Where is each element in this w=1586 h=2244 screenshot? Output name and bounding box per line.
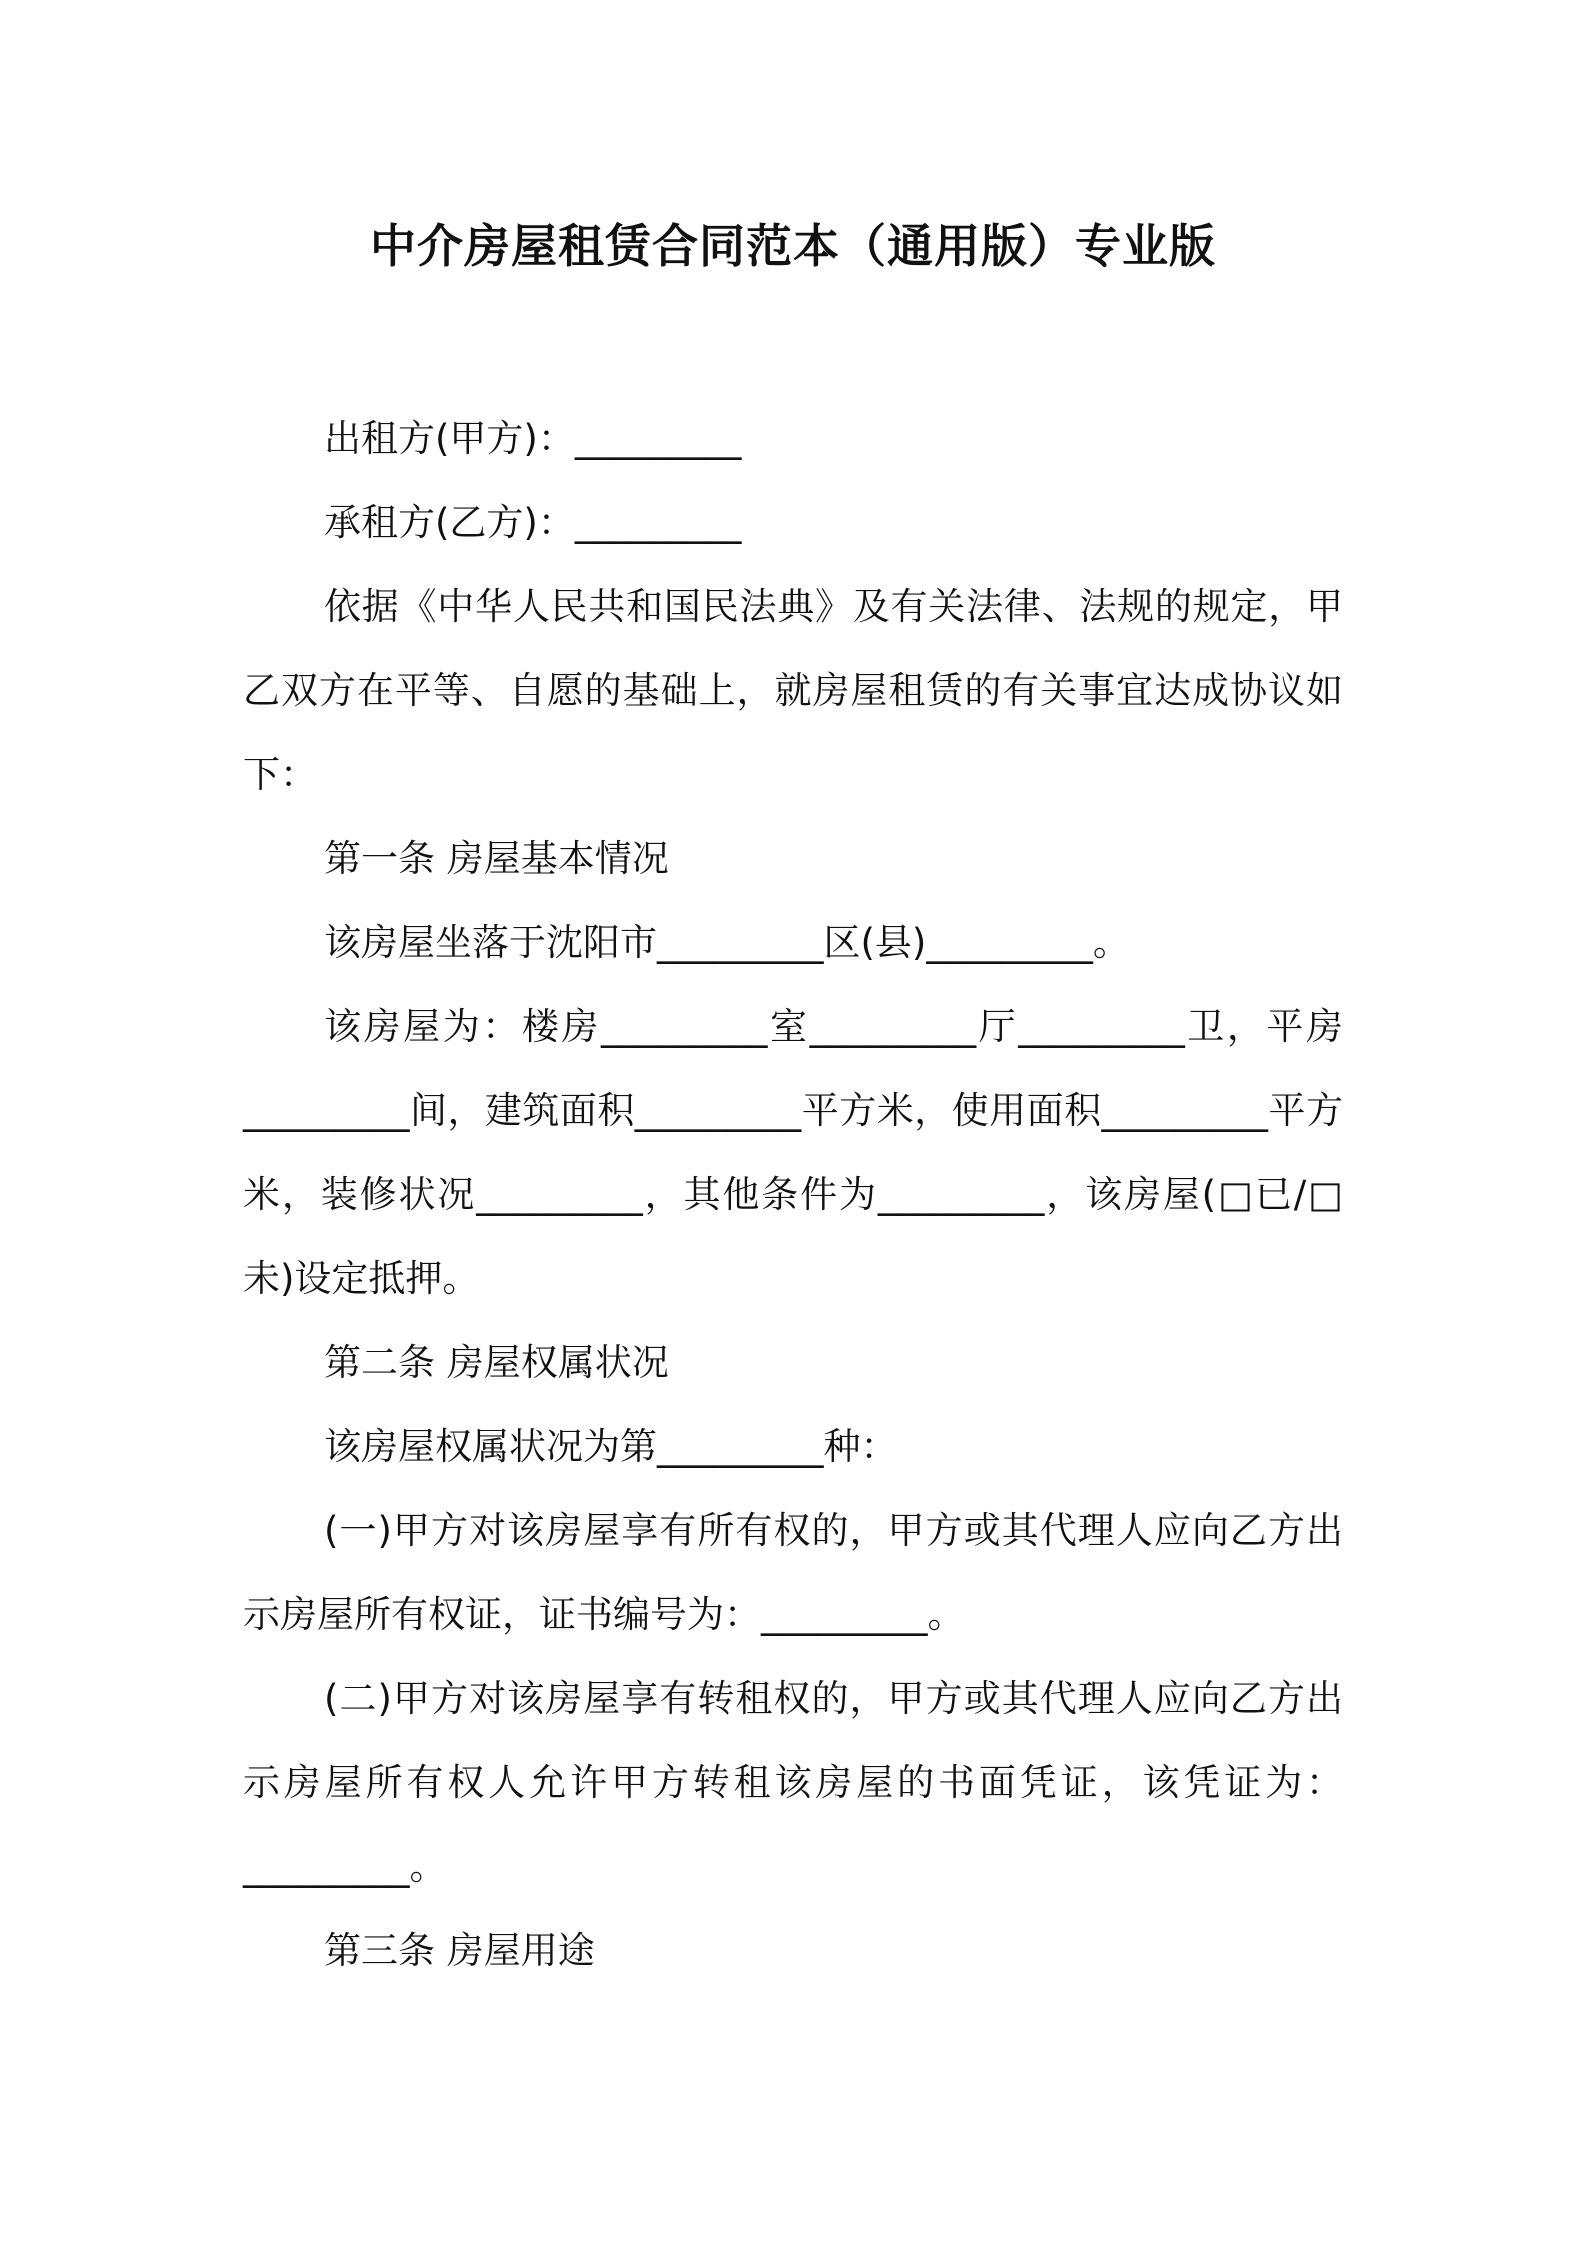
ownership-clause-1: (一)甲方对该房屋享有所有权的，甲方或其代理人应向乙方出示房屋所有权证，证书编号为：_________。 [243,1509,1343,1636]
ownership-clause-2: (二)甲方对该房屋享有转租权的，甲方或其代理人应向乙方出示房屋所有权人允许甲方转租该房屋的书面凭证，该凭证为：_________。 [243,1677,1343,1888]
lessee-field: 承租方(乙方)：_________ [324,501,742,544]
preamble-paragraph: 依据《中华人民共和国民法典》及有关法律、法规的规定，甲乙双方在平等、自愿的基础上，就房屋租赁的有关事宜达成协议如下： [243,585,1343,796]
lessor-field: 出租方(甲方)：_________ [324,417,742,460]
article-2-heading: 第二条 房屋权属状况 [324,1341,669,1384]
document-title: 中介房屋租赁合同范本（通用版）专业版 [370,219,1216,273]
property-details-paragraph: 该房屋为：楼房_________室_________厅_________卫，平房_________间，建筑面积_________平方米，使用面积_________平方米，装修状况_________，其他条件为_________，该房屋(□已/□未)设定抵押。 [243,1005,1343,1300]
ownership-type-paragraph: 该房屋权属状况为第_________种： [324,1425,898,1468]
document-body [243,397,1343,1993]
article-1-heading: 第一条 房屋基本情况 [324,837,669,880]
property-location-paragraph: 该房屋坐落于沈阳市_________区(县)_________。 [324,921,1130,964]
article-3-heading: 第三条 房屋用途 [324,1929,595,1972]
